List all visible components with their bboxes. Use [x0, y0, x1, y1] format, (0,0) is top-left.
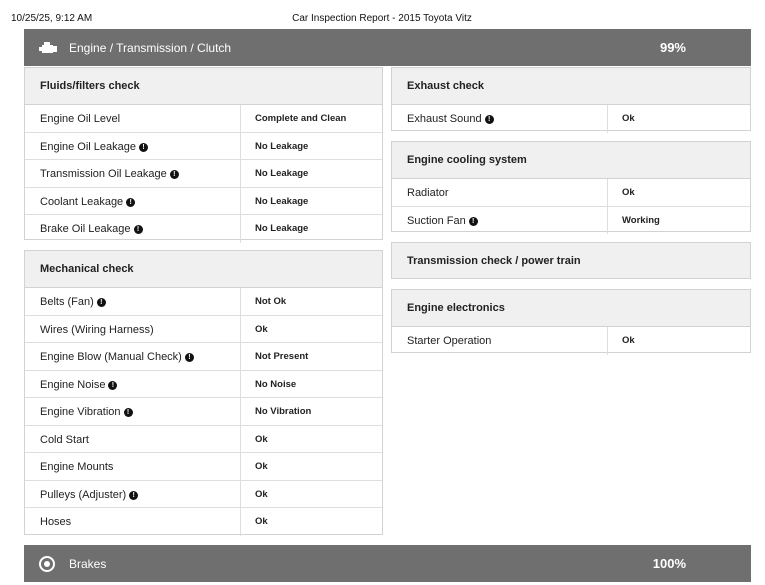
- card-heading: Mechanical check: [25, 251, 382, 288]
- row-label: [40, 296, 106, 308]
- table-row: [25, 105, 382, 133]
- row-value: No Vibration: [240, 398, 311, 425]
- info-icon[interactable]: !: [469, 217, 478, 226]
- row-value: Ok: [607, 327, 635, 355]
- row-label: [40, 406, 133, 418]
- row-value: Complete and Clean: [240, 105, 346, 132]
- table-row: [25, 398, 382, 426]
- row-label: [40, 168, 179, 180]
- row-label: [40, 113, 120, 125]
- row-value: Ok: [240, 481, 268, 508]
- row-label-text: Transmission Oil Leakage: [40, 168, 167, 180]
- row-label: [407, 215, 478, 227]
- table-row: [392, 105, 750, 133]
- info-icon[interactable]: !: [485, 115, 494, 124]
- section-score: 100%: [652, 556, 686, 571]
- row-value: Not Ok: [240, 288, 286, 315]
- row-label: [40, 351, 194, 363]
- row-label-text: Engine Vibration: [40, 406, 121, 418]
- row-label-text: Hoses: [40, 516, 72, 528]
- card-heading: Fluids/filters check: [25, 68, 382, 105]
- row-label-text: Engine Oil Leakage: [40, 140, 137, 153]
- info-icon[interactable]: !: [129, 491, 138, 500]
- card-heading: Exhaust check: [392, 68, 750, 105]
- section-bar-engine[interactable]: [24, 29, 751, 66]
- row-label-text: Cold Start: [40, 433, 89, 446]
- row-label: [40, 379, 117, 391]
- table-row: [25, 316, 382, 344]
- report-title: Car Inspection Report - 2015 Toyota Vitz: [292, 13, 472, 24]
- row-label: [40, 516, 71, 528]
- row-value: Working: [607, 207, 660, 235]
- row-label-text: Wires (Wiring Harness): [40, 323, 154, 336]
- table-row: [392, 179, 750, 207]
- info-icon[interactable]: !: [124, 408, 133, 417]
- card-exhaust: [391, 67, 751, 131]
- row-value: Ok: [240, 508, 268, 536]
- row-label-text: Suction Fan: [407, 214, 466, 227]
- row-label-text: Starter Operation: [407, 335, 492, 347]
- row-label: [407, 187, 449, 199]
- info-icon[interactable]: !: [134, 225, 143, 234]
- row-label: [40, 489, 138, 501]
- row-value: Ok: [240, 453, 268, 480]
- section-title: Engine / Transmission / Clutch: [69, 41, 232, 55]
- table-row: [25, 215, 382, 243]
- row-label-text: Pulleys (Adjuster): [40, 488, 127, 501]
- table-row: [392, 207, 750, 235]
- section-bar-brakes[interactable]: [24, 545, 751, 582]
- table-row: [25, 188, 382, 216]
- section-score: 99%: [659, 40, 686, 55]
- row-label-text: Engine Oil Level: [40, 113, 121, 125]
- print-date: 10/25/25, 9:12 AM: [11, 13, 93, 24]
- row-label: [40, 223, 143, 235]
- row-label-text: Coolant Leakage: [40, 195, 124, 208]
- brake-disc-icon: [38, 555, 58, 573]
- print-header: [0, 0, 765, 29]
- card-heading: Engine cooling system: [392, 142, 750, 179]
- row-value: No Leakage: [240, 160, 308, 187]
- row-label-text: Engine Blow (Manual Check): [40, 351, 182, 363]
- engine-icon: [38, 39, 58, 57]
- row-label: [40, 461, 113, 473]
- card-heading: Engine electronics: [392, 290, 750, 327]
- row-value: No Leakage: [240, 133, 308, 160]
- row-label: [40, 434, 89, 446]
- row-value: No Leakage: [240, 188, 308, 215]
- row-value: Ok: [240, 316, 268, 343]
- row-label: [407, 113, 494, 125]
- table-row: [25, 133, 382, 161]
- row-value: Ok: [240, 426, 268, 453]
- card-engine-cooling: [391, 141, 751, 232]
- info-icon[interactable]: !: [139, 143, 148, 152]
- table-row: [25, 343, 382, 371]
- info-icon[interactable]: !: [97, 298, 106, 307]
- row-label: [407, 335, 491, 347]
- row-value: Ok: [607, 179, 635, 206]
- row-value: Ok: [607, 105, 635, 133]
- card-engine-electronics: [391, 289, 751, 353]
- row-label-text: Radiator: [407, 187, 449, 199]
- row-label: [40, 324, 154, 336]
- info-icon[interactable]: !: [126, 198, 135, 207]
- row-label: [40, 141, 148, 153]
- row-label-text: Brake Oil Leakage: [40, 223, 131, 235]
- section-title: Brakes: [69, 557, 107, 571]
- row-value: Not Present: [240, 343, 308, 370]
- table-row: [25, 288, 382, 316]
- card-mechanical: [24, 250, 383, 535]
- table-row: [25, 481, 382, 509]
- table-row: [392, 327, 750, 355]
- row-label: [40, 196, 135, 208]
- table-row: [25, 453, 382, 481]
- table-row: [25, 371, 382, 399]
- table-row: [25, 160, 382, 188]
- row-label-text: Engine Noise: [40, 378, 106, 391]
- table-row: [25, 508, 382, 536]
- card-heading: Transmission check / power train: [392, 243, 750, 278]
- table-row: [25, 426, 382, 454]
- info-icon[interactable]: !: [185, 353, 194, 362]
- row-value: No Leakage: [240, 215, 308, 243]
- card-fluids-filters: [24, 67, 383, 240]
- row-label-text: Engine Mounts: [40, 461, 114, 473]
- row-value: No Noise: [240, 371, 296, 398]
- info-icon[interactable]: !: [170, 170, 179, 179]
- row-label-text: Belts (Fan): [40, 296, 94, 308]
- info-icon[interactable]: !: [108, 381, 117, 390]
- row-label-text: Exhaust Sound: [407, 113, 482, 125]
- card-transmission[interactable]: [391, 242, 751, 279]
